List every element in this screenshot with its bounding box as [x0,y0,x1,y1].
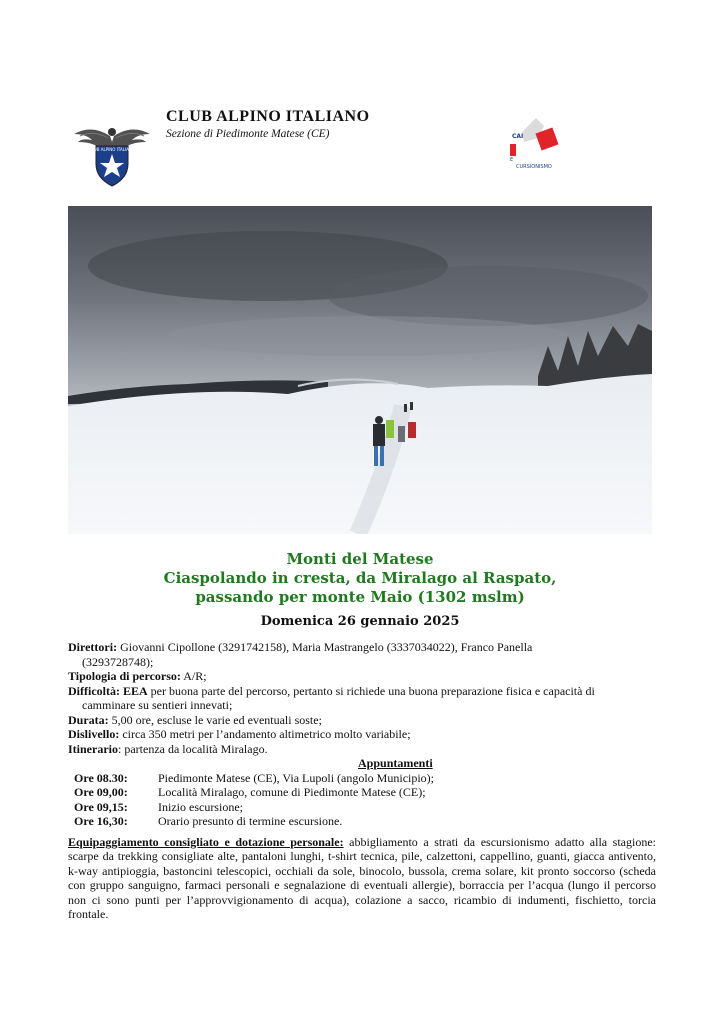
elevation-value: circa 350 metri per l’andamento altimetrico molto variabile; [119,727,411,741]
equipment-text: abbigliamento a strati da escursionismo adatto alla stagione: scarpe da trekking consigliate alte, pantaloni lunghi, t-shirt tecnica, pile, calzettoni, cappellino, guanti, giacca antivento, k-way antipioggia, bastoncini telescopici, occhiali da sole, binocolo, bussola, crema solare, kit pronto soccorso (scheda con gruppo sanguigno, farmaci personali e segnalazione di eventuali allergie), borraccia per l’acqua (lungo il percorso non ci sono punti per l’approvvigionamento di acqua), colazione a sacco, ricambio di indumenti, fischietto, torcia frontale. [68,834,657,921]
logo-cursionismo-text: CURSIONISMO [516,164,552,170]
logo-e-text: E [510,157,514,163]
cai-emblem-logo [72,120,152,190]
section-name: Sezione di Piedimonte Matese (CE) [166,128,330,140]
itinerary-label: Itinerario [68,741,118,756]
elevation-label: Dislivello: [68,727,120,741]
snow-hike-photo [68,206,652,534]
title-line-1: Monti del Matese [286,550,434,568]
title-line-3: passando per monte Maio (1302 mslm) [195,588,525,606]
itinerary-value: : partenza da località Miralago. [118,741,268,756]
event-title [68,550,652,607]
club-name: CLUB ALPINO ITALIANO [166,108,370,125]
event-details [68,640,656,922]
appointment-time: Ore 09,15: [74,799,128,814]
duration-label: Durata: [68,712,109,727]
appointment-text: Orario presunto di termine escursione. [158,814,343,828]
appointment-time: Ore 16,30: [74,814,128,828]
difficulty-value: per buona parte del percorso, pertanto si richiede una buona preparazione fisica e capacità di [147,683,595,698]
directors-value: Giovanni Cipollone (3291742158), Maria Mastrangelo (3337034022), Franco Panella [117,640,533,654]
appointment-time: Ore 08.30: [74,770,128,785]
appointment-row [68,800,656,815]
equipment-label: Equipaggiamento consigliato e dotazione personale: [68,834,344,849]
appointment-text: Piedimonte Matese (CE), Via Lupoli (angolo Municipio); [158,770,435,785]
equipment-paragraph [68,835,656,922]
svg-text:CLUB ALPINO ITALIANO: CLUB ALPINO ITALIANO [88,147,136,152]
appointment-row [68,771,656,786]
difficulty-grade: EEA [119,683,148,698]
duration-value: 5,00 ore, escluse le varie ed eventuali soste; [108,712,322,727]
directors-value-cont: (3293728748); [82,654,154,669]
type-label: Tipologia di percorso: [68,669,181,683]
cai-escursionismo-logo [508,112,564,172]
difficulty-value-cont: camminare su sentieri innevati; [82,698,233,712]
appointment-row [68,785,656,800]
type-value: A/R; [180,669,207,683]
appointments-heading: Appuntamenti [358,756,433,770]
directors-label: Direttori: [68,640,118,654]
appointment-text: Località Miralago, comune di Piedimonte Matese (CE); [158,785,426,799]
appointment-time: Ore 09,00: [74,785,128,799]
event-date: Domenica 26 gennaio 2025 [260,614,460,629]
appointment-row [68,814,656,829]
appointments-list [68,771,656,829]
appointment-text: Inizio escursione; [158,799,243,814]
logo-cai-text: CAI [512,133,524,140]
title-line-2: Ciaspolando in cresta, da Miralago al Raspato, [163,569,557,587]
difficulty-label: Difficoltà: [68,683,120,698]
